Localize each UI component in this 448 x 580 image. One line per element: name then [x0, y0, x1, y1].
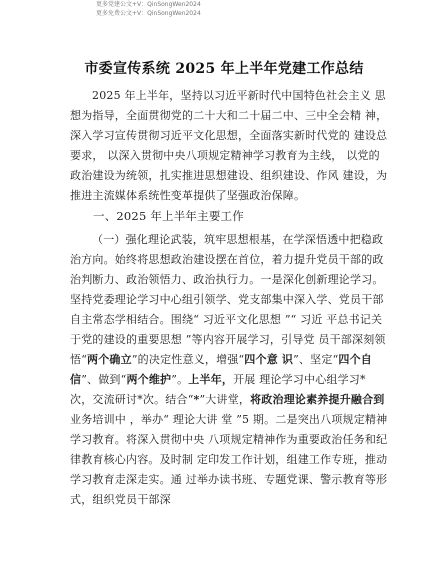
text-segment: （一）强化理论武装，筑牢思想根基，在学深悟透中把稳政治方向。始终将思想政治建设摆在首位，着力提升党员干部的政治判断力、政治领悟力、政治执行力。一是深化创新理论学习。坚持党委理论学习中心组引领学、党支部集中深入学、党员干部自主常态学相结合。围绕“ 习近平文化思想 ”“ 习近 平总书记关于党的建设的重要思想 ”等内容开展学习，引导党 员干部深刻领悟“	[70, 233, 386, 366]
watermark-line-1: 更多党建公文+V：QinSongWen2024	[96, 1, 201, 8]
document-title: 市委宣传系统 2025 年上半年党建工作总结	[84, 61, 364, 77]
bold-phrase: 将政治理论素养提升融合到	[250, 393, 385, 406]
text-segment: ”、坚定“	[293, 353, 339, 366]
bold-phrase: 两个维护	[126, 373, 172, 386]
bold-phrase: 两个确立	[87, 353, 132, 366]
text-segment: 业务培训中 ，举办“ 理论大讲 堂 ”5 期。二是突出八项规定精神学习教育。将深入贯彻中央 八项规定精神作为重要政治任务和纪律教育核心内容。及时制 定印发工作计划，组建工作专班，推动学习教育走深走实。通 过举办读书班、专题党课、警示教育等形式，组织党员干部深	[70, 413, 388, 506]
bold-phrase: 四个意 识	[244, 353, 294, 366]
bold-phrase: 上半年，	[188, 373, 234, 386]
text-segment: ”、做到“	[81, 373, 127, 386]
intro-paragraph: 2025 年上半年，坚持以习近平新时代中国特色社会主义 思想为指导，全面贯彻党的二十大和二十届二中、三中全会精 神，深入学习宣传贯彻习近平文化思想，全面落实新时代党的 建设总要求， 以深入贯彻中央八项规定精神学习教育为主线， 以党的政治建设为统领，扎实推进思想建设、组织建设、作风 建设，为推进主流媒体系统性变革提供了坚强政治保障。	[70, 89, 388, 202]
bold-phrase: 四个自信	[70, 353, 372, 386]
watermark-line-2: 更多免费公文+V：QinSongWen2024	[96, 10, 201, 17]
bold-phrase: *	[193, 393, 200, 406]
text-segment: ”大讲堂，	[199, 393, 251, 406]
text-segment: ”。	[171, 373, 189, 386]
text-segment: ”的决定性意义，增强“	[131, 353, 245, 366]
watermark	[96, 0, 201, 18]
section-heading: 一、2025 年上半年主要工作	[93, 209, 244, 223]
document-body	[70, 86, 388, 510]
body-paragraph	[70, 230, 388, 510]
text-segment: 开展 理论学习中心组学习*次，交流研讨*次。结合“	[70, 373, 366, 406]
